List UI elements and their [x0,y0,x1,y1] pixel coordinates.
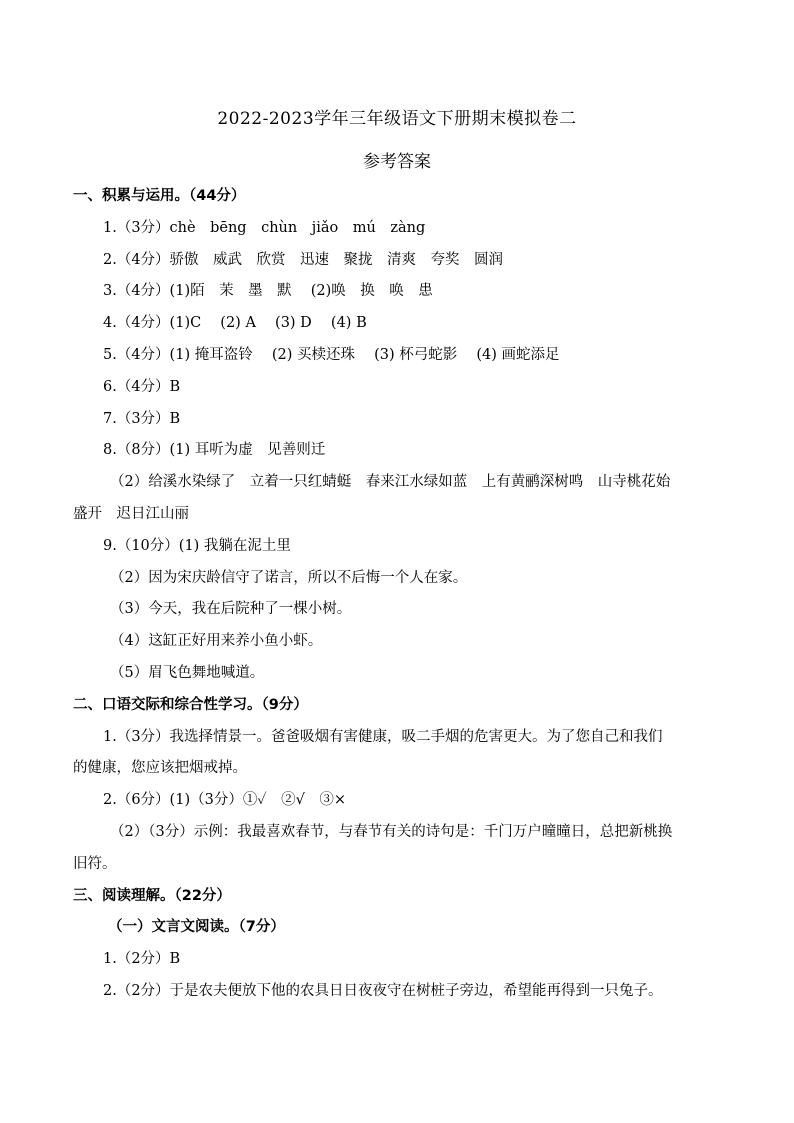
answer-item: （2）给溪水染绿了 立着一只红蜻蜓 春来江水绿如蓝 上有黄鹂深树鸣 山寺桃花始 [110,474,671,490]
section-2-heading: 二、口语交际和综合性学习。（9分） [73,697,308,713]
answer-item: 1.（3分）我选择情景一。爸爸吸烟有害健康，吸二手烟的危害更大。为了您自己和我们 [103,729,663,745]
answer-item: 8.（8分）(1) 耳听为虚 见善则迁 [103,442,326,458]
answer-item: 6.（4分）B [103,379,181,395]
answer-item: （5）眉飞色舞地喊道。 [110,665,265,681]
answer-item: 5.（4分）(1) 掩耳盗铃 (2) 买椟还珠 (3) 杯弓蛇影 (4) 画蛇添足 [103,347,560,363]
answer-item: 2.（4分）骄傲 威武 欣赏 迅速 聚拢 清爽 夸奖 圆润 [103,252,504,268]
answer-item-continued: 盛开 迟日江山丽 [73,506,189,522]
document-title: 2022-2023学年三年级语文下册期末模拟卷二 [217,109,577,129]
answer-item: 2.（6分）(1)（3分）①✓ ②√ ③× [103,792,347,808]
answer-item: （3）今天，我在后院种了一棵小树。 [110,601,352,617]
section-3-heading: 三、阅读理解。（22分） [73,888,231,904]
document-subtitle: 参考答案 [363,152,431,172]
section-1-heading: 一、积累与运用。（44分） [73,188,246,204]
subsection-heading: （一）文言文阅读。（7分） [108,919,285,935]
answer-item: （4）这缸正好用来养小鱼小虾。 [110,633,323,649]
answer-item: 3.（4分）(1)陌 茉 墨 默 (2)唤 换 唤 患 [103,283,433,299]
answer-item: 1.（2分）B [103,951,181,967]
answer-item: 7.（3分）B [103,411,181,427]
answer-item-continued: 旧符。 [73,856,117,872]
answer-item: （2）（3分）示例：我最喜欢春节，与春节有关的诗句是：千门万户曈曈日，总把新桃换 [110,824,673,840]
answer-item: 9.（10分）(1) 我躺在泥土里 [103,538,291,554]
answer-item: 1.（3分）chè bēng chùn jiǎo mú zàng [103,220,426,236]
answer-item: （2）因为宋庆龄信守了诺言，所以不后悔一个人在家。 [110,570,468,586]
answer-item: 2.（2分）于是农夫便放下他的农具日日夜夜守在树桩子旁边，希望能再得到一只兔子。 [103,983,663,999]
answer-item: 4.（4分）(1)C (2) A (3) D (4) B [103,315,367,331]
answer-item-continued: 的健康，您应该把烟戒掉。 [73,760,247,776]
